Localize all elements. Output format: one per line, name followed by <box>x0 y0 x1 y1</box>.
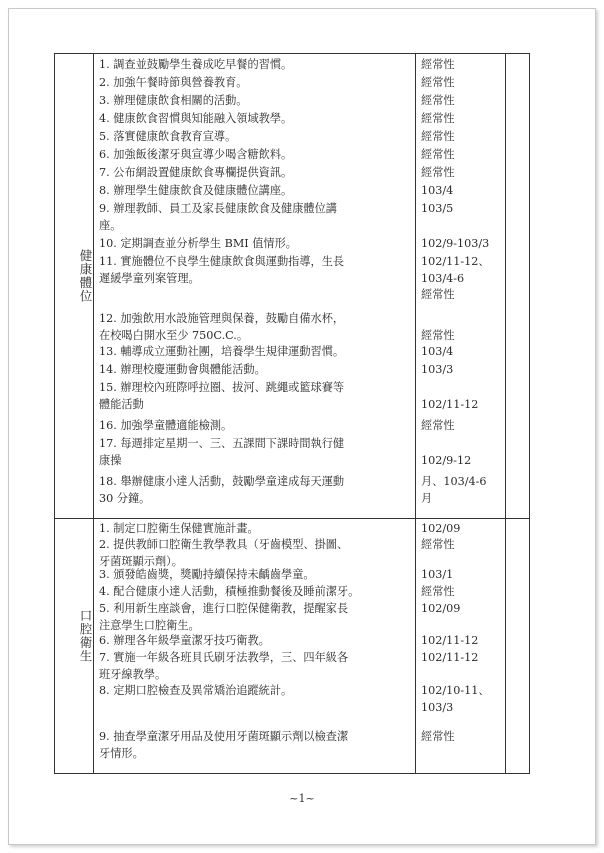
plan-item-text: 9. 辦理教師、員工及家長健康飲食及健康體位講 <box>99 202 337 215</box>
plan-item-text: 6. 加強飯後潔牙與宣導少喝含糖飲料。 <box>99 148 293 161</box>
plan-item-schedule: 103/1 <box>421 568 454 581</box>
plan-item-schedule: 102/11-12、 <box>421 255 490 268</box>
plan-item-text: 8. 定期口腔檢查及異常矯治追蹤統計。 <box>99 684 293 697</box>
plan-item-text: 9. 抽查學童潔牙用品及使用牙菌斑顯示劑以檢查潔 <box>99 730 349 743</box>
plan-item-schedule: 102/11-12 <box>421 634 479 647</box>
plan-item-text: 遲緩學童列案管理。 <box>99 271 200 285</box>
plan-item-schedule: 月 <box>421 491 433 505</box>
plan-item-schedule: 經常性 <box>421 166 455 179</box>
plan-item-text: 13. 輔導成立運動社團，培養學生規律運動習慣。 <box>99 345 345 358</box>
plan-item-text: 體能活動 <box>99 397 144 411</box>
column-divider <box>93 54 94 773</box>
plan-item-schedule: 經常性 <box>421 94 455 107</box>
plan-item-text: 1. 制定口腔衛生保健實施計畫。 <box>99 522 259 535</box>
plan-item-schedule: 102/11-12 <box>421 397 479 411</box>
plan-item-schedule: 102/10-11、 <box>421 684 490 697</box>
plan-item-text: 班牙線教學。 <box>99 667 167 681</box>
plan-item-text: 1. 調查並鼓勵學生養成吃早餐的習慣。 <box>99 58 293 71</box>
plan-item-schedule: 102/09 <box>421 522 461 535</box>
plan-item-text: 3. 辦理健康飲食相關的活動。 <box>99 94 248 107</box>
plan-item-schedule: 102/11-12 <box>421 651 479 664</box>
plan-item-text: 30 分鐘。 <box>99 491 151 505</box>
plan-item-schedule: 103/3 <box>421 363 454 376</box>
plan-item-text: 康操 <box>99 453 122 467</box>
plan-item-schedule: 經常性 <box>421 112 455 125</box>
plan-item-text: 5. 落實健康飲食教育宣導。 <box>99 130 237 143</box>
plan-table <box>54 53 530 774</box>
plan-item-schedule: 102/9-103/3 <box>421 237 490 250</box>
plan-item-schedule: 103/3 <box>421 700 454 714</box>
plan-item-text: 8. 辦理學生健康飲食及健康體位講座。 <box>99 184 293 197</box>
section-label-oral-health: 口腔衛生 <box>78 609 93 663</box>
section-divider <box>55 518 529 519</box>
plan-item-schedule: 經常性 <box>421 148 455 161</box>
plan-item-text: 5. 利用新生座談會，進行口腔保健衛教，提醒家長 <box>99 602 349 615</box>
plan-item-schedule: 經常性 <box>421 730 455 743</box>
plan-item-text: 10. 定期調查並分析學生 BMI 值情形。 <box>99 237 297 250</box>
plan-item-schedule: 103/4 <box>421 345 454 358</box>
plan-item-text: 2. 加強午餐時節與營養教育。 <box>99 76 248 89</box>
plan-item-text: 11. 實施體位不良學生健康飲食與運動指導，生長 <box>99 255 345 268</box>
plan-item-text: 18. 舉辦健康小達人活動，鼓勵學童達成每天運動 <box>99 475 345 488</box>
plan-item-text: 7. 實施一年級各班貝氏刷牙法教學，三、四年級各 <box>99 651 349 664</box>
plan-item-text: 牙情形。 <box>99 746 144 760</box>
plan-item-schedule: 102/9-12 <box>421 453 472 467</box>
plan-item-text: 在校喝白開水至少 750C.C.。 <box>99 328 249 342</box>
plan-item-text: 2. 提供教師口腔衛生教學教具（牙齒模型、掛圖、 <box>99 538 349 551</box>
plan-item-schedule: 102/09 <box>421 602 461 615</box>
plan-item-text: 16. 加強學童體適能檢測。 <box>99 419 233 432</box>
plan-item-text: 6. 辦理各年級學童潔牙技巧衛教。 <box>99 634 270 647</box>
plan-item-text: 注意學生口腔衛生。 <box>99 618 200 632</box>
plan-item-schedule: 經常性 <box>421 419 455 432</box>
plan-item-text: 4. 健康飲食習慣與知能融入領域教學。 <box>99 112 293 125</box>
plan-item-schedule: 103/4-6 <box>421 271 465 285</box>
plan-item-schedule: 月、103/4-6 <box>421 475 487 488</box>
page-number: ~1~ <box>289 792 315 805</box>
plan-item-text: 7. 公布網設置健康飲食專欄提供資訊。 <box>99 166 293 179</box>
plan-item-schedule: 經常性 <box>421 585 455 598</box>
plan-item-schedule: 經常性 <box>421 328 455 342</box>
plan-item-text: 14. 辦理校慶運動會與體能活動。 <box>99 363 266 376</box>
section-label-health-weight: 健康體位 <box>78 249 93 303</box>
plan-item-text: 4. 配合健康小達人活動，積極推動餐後及睡前潔牙。 <box>99 585 360 598</box>
plan-item-schedule: 經常性 <box>421 288 455 301</box>
plan-item-schedule: 103/4 <box>421 184 454 197</box>
plan-item-schedule: 經常性 <box>421 130 455 143</box>
plan-item-schedule: 103/5 <box>421 202 454 215</box>
column-divider <box>415 54 416 773</box>
plan-item-schedule: 經常性 <box>421 538 455 551</box>
plan-item-text: 12. 加強飲用水設施管理與保養，鼓勵自備水杯， <box>99 312 345 325</box>
plan-item-schedule: 經常性 <box>421 76 455 89</box>
plan-item-text: 牙菌斑顯示劑）。 <box>99 554 183 568</box>
plan-item-schedule: 經常性 <box>421 58 455 71</box>
plan-item-text: 座。 <box>99 218 122 232</box>
plan-item-text: 15. 辦理校內班際呼拉圈、拔河、跳繩或籃球賽等 <box>99 381 345 394</box>
plan-item-text: 3. 頒發皓齒獎，獎勵持續保持未齲齒學童。 <box>99 568 315 581</box>
plan-item-text: 17. 每週排定星期一、三、五課間下課時間執行健 <box>99 437 345 450</box>
